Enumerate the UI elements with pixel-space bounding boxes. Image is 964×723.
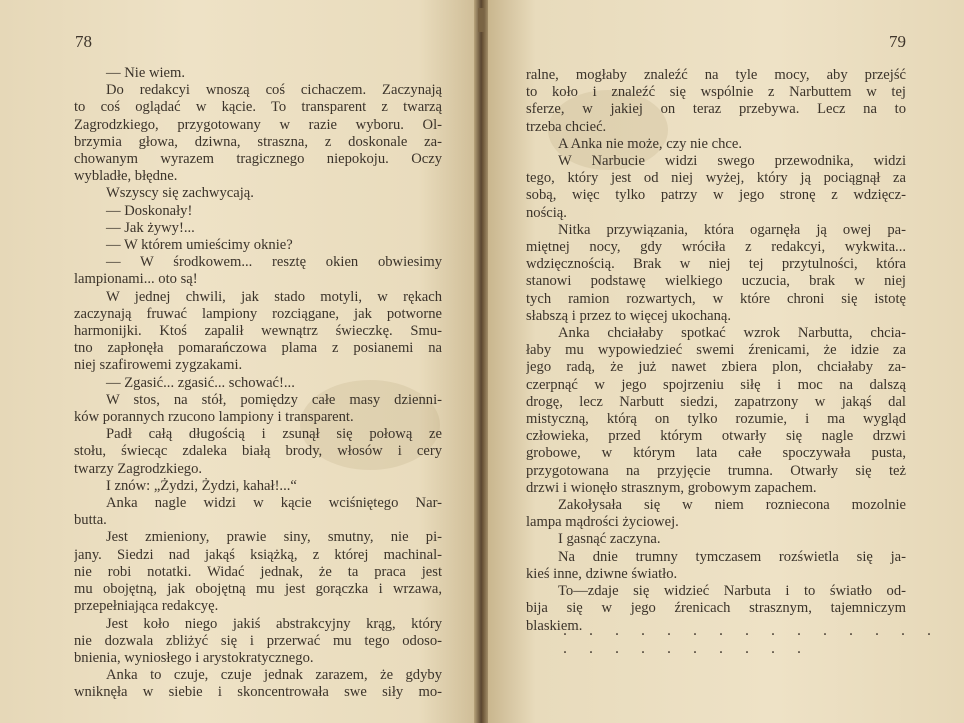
text-line: grobowe, w którym lata całe spoczywała pusta,	[526, 445, 906, 462]
text-line: W Narbucie widzi swego przewodnika, widzi	[558, 153, 906, 170]
text-line: przygotowana na przyjęcie trumna. Otwarły się też	[526, 462, 906, 479]
text-line: jany. Siedzi nad jakąś książką, z której machinal-	[74, 546, 442, 563]
text-line: niej szafirowemi zygzakami.	[74, 357, 243, 374]
text-line: drogę, lecz Narbutt siedzi, zapatrzony w jakąś dal	[526, 393, 906, 410]
text-line: Zakołysała się w niem rozniecona mozolnie	[558, 497, 906, 514]
text-line: kieś inne, dziwne światło.	[526, 565, 678, 582]
text-line: przepełniająca redakcyę.	[74, 598, 219, 615]
text-line: trzeba chcieć.	[526, 118, 607, 135]
text-line: W jednej chwili, jak stado motyli, w rękach	[106, 288, 442, 305]
text-line: blaskiem.	[526, 617, 583, 634]
text-line: bija się w jego źrenicach strasznym, tajemniczym	[526, 600, 906, 617]
text-line: czerpnąć w jego spojrzeniu siłę i moc na dalszą	[526, 376, 906, 393]
text-line: tych ramion rozwartych, w które chroni się istotę	[526, 290, 906, 307]
text-line: I gasnąć zaczyna.	[558, 531, 661, 548]
text-line: — Zgasić... zgasić... schować!...	[106, 374, 295, 391]
text-line: Jest koło niego jakiś abstrakcyjny krąg, który	[106, 615, 442, 632]
text-line: wniknęła w siebie i skoncentrowała swe siły mo-	[74, 684, 442, 701]
text-line: tno zapłonęła pomarańczowa plama z posianemi na	[74, 340, 442, 357]
text-line: chowanym wyrazem tragicznego niepokoju. Oczy	[74, 151, 442, 168]
text-line: mistyczną, którą on tylko rozumie, i ma wygląd	[526, 411, 906, 428]
right-page-number: 79	[889, 32, 906, 51]
bookmark-tab	[478, 8, 484, 32]
text-line: twarzy Zagrodzkiego.	[74, 460, 203, 477]
text-line: łaby mu wypowiedzieć swemi źrenicami, że idzie za	[526, 342, 906, 359]
text-line: nie dozwala zbliżyć się i przerwać mu tego odoso-	[74, 632, 442, 649]
right-page-text	[526, 67, 906, 635]
text-line: Anka nagle widzi w kącie wciśniętego Nar-	[106, 495, 442, 512]
text-line: — W środkowem... resztę okien obwiesimy	[106, 254, 442, 271]
text-line: człowieka, przed którym otwarły się nagle drzwi	[526, 428, 906, 445]
text-line: butta.	[74, 512, 107, 529]
text-line: A Anka nie może, czy nie chce.	[558, 135, 742, 152]
text-line: Jest zmieniony, prawie siny, smutny, nie pi-	[106, 529, 442, 546]
left-page-text	[74, 65, 442, 702]
text-line: to koło i znaleźć się wspólnie z Narbuttem w tej	[526, 84, 906, 101]
text-line: nie robi notatki. Widać jednak, że ta praca jest	[74, 563, 442, 580]
text-line: lampionami... oto są!	[74, 271, 198, 288]
text-line: to coś oglądać w kącie. To transparent z twarzą	[74, 99, 442, 116]
text-line: Wszyscy się zachwycają.	[106, 185, 254, 202]
text-line: drzwi i wionęło strasznym, grobowym zapachem.	[526, 479, 817, 496]
text-line: tego, który jest od niej wyżej, który ją pociągnął za	[526, 170, 906, 187]
text-line: W stos, na stół, pomiędzy całe masy dzienni-	[106, 391, 442, 408]
text-line: Do redakcyi wnoszą coś cichaczem. Zaczynają	[106, 82, 442, 99]
text-line: brzymia głowa, dziwna, straszna, z doskonale za-	[74, 133, 442, 150]
left-page	[0, 0, 476, 723]
text-line: nością.	[526, 204, 567, 221]
text-line: lampa mądrości życiowej.	[526, 514, 679, 531]
text-line: Anka chciałaby spotkać wzrok Narbutta, chcia-	[558, 325, 906, 342]
text-line: ków porannych rzucono lampiony i transparent.	[74, 409, 354, 426]
text-line: sobą, więc tylko patrzy w jego stronę z wdzięcz-	[526, 187, 906, 204]
text-line: — Nie wiem.	[106, 65, 186, 81]
text-line: słabszą i przez to więcej ukochaną.	[526, 307, 732, 324]
text-line: To—zdaje się widzieć Narbuta i to światło od-	[558, 583, 906, 600]
text-line: stanowi podstawę wielkiego uczucia, brak w niej	[526, 273, 906, 290]
text-line: — Doskonały!	[106, 202, 193, 219]
text-line: — Jak żywy!...	[106, 219, 195, 236]
text-line: wybladłe, błędne.	[74, 168, 178, 185]
left-page-number: 78	[75, 32, 92, 51]
text-line: Zagrodzkiego, przygotowany w razie wyboru. Ol-	[74, 116, 442, 133]
text-line: Nitka przywiązania, która ogarnęła ją owej pa-	[558, 221, 906, 238]
text-line: — W którem umieścimy oknie?	[106, 237, 293, 254]
text-line: Padł całą długością i zsunął się połową ze	[106, 426, 442, 443]
right-page	[488, 0, 964, 723]
text-line: I znów: „Żydzi, Żydzi, kahał!...“	[106, 477, 297, 494]
text-line: ralne, mogłaby znaleźć na tyle mocy, aby przejść	[526, 67, 906, 83]
text-line: zaczynają fruwać lampiony rozciągane, jak potworne	[74, 305, 442, 322]
text-line: Na dnie trumny tymczasem rozświetla się ja-	[558, 548, 906, 565]
section-dots: . . . . . . . . . . . . . . . . . . . . . . . . .	[563, 622, 940, 657]
text-line: bnienia, wyniosłego i arystokratycznego.	[74, 649, 314, 666]
text-line: harmonijki. Ktoś zapalił wewnątrz świeczkę. Smu-	[74, 323, 442, 340]
text-line: miętnej nocy, gdy wróciła z redakcyi, wykwita...	[526, 239, 906, 256]
text-line: mu obojętną, jak obojętną mu jest gorączka i wrzawa,	[74, 581, 442, 598]
text-line: wdzięcznością. Brak w niej tej przytulności, która	[526, 256, 906, 273]
text-line: stołu, świecąc zdaleka białą brody, włosów i cery	[74, 443, 442, 460]
text-line: sferze, w jakiej on teraz przebywa. Lecz na to	[526, 101, 906, 118]
text-line: jego radą, że już nawet zbiera plon, chciałaby za-	[526, 359, 906, 376]
text-line: Anka to czuje, czuje jednak zarazem, że gdyby	[106, 667, 442, 684]
